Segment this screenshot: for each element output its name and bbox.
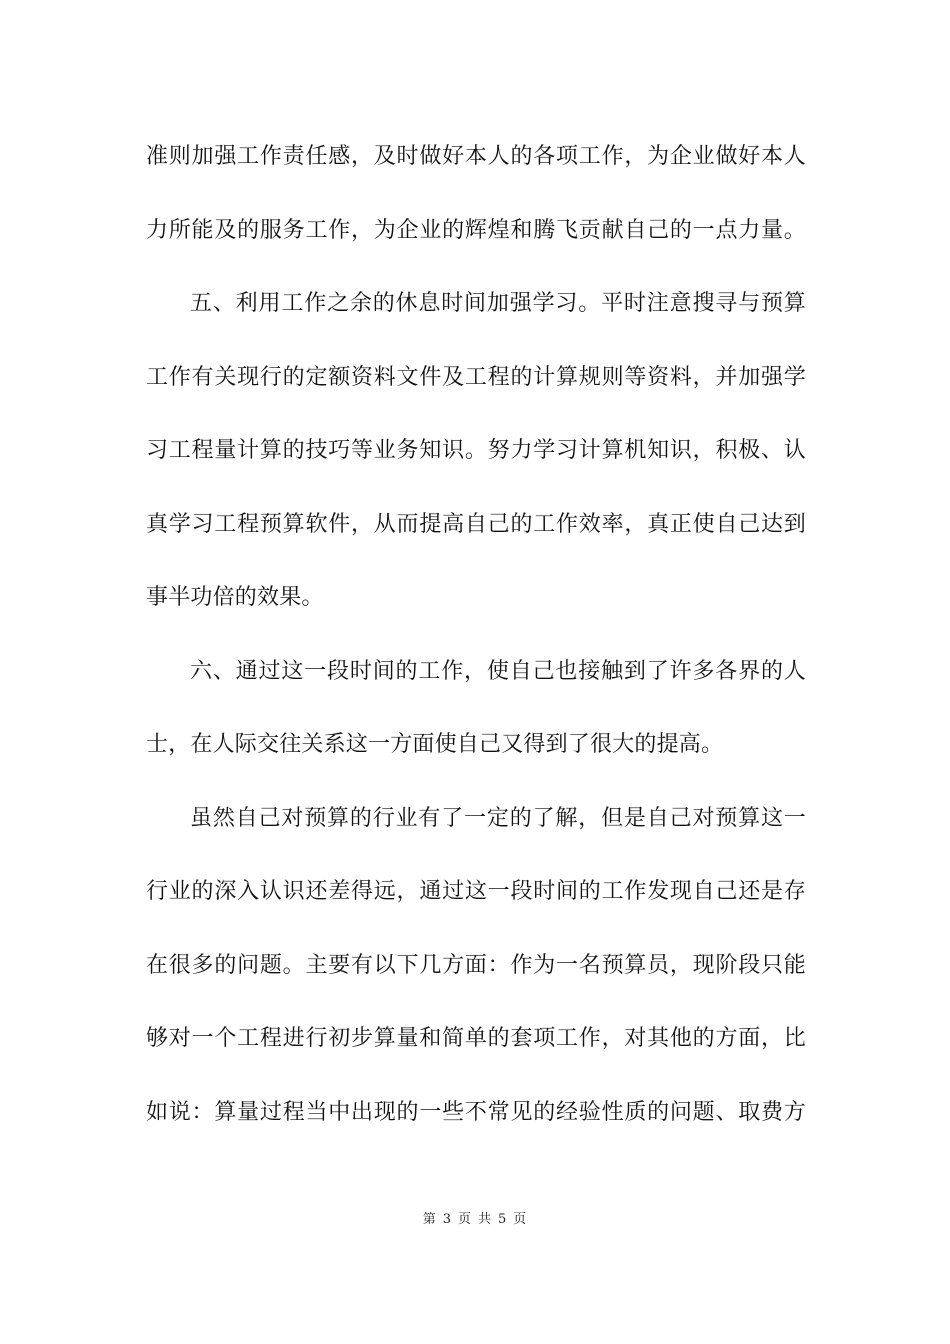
text-line-13: 够对一个工程进行初步算量和简单的套项工作，对其他的方面，比 [146, 1026, 806, 1051]
text-line-2: 力所能及的服务工作，为企业的辉煌和腾飞贡献自己的一点力量。 [146, 217, 806, 243]
text-line-4: 工作有关现行的定额资料文件及工程的计算规则等资料，并加强学 [146, 364, 806, 390]
text-line-8: 六、通过这一段时间的工作，使自己也接触到了许多各界的人 [190, 658, 806, 684]
text-line-10: 虽然自己对预算的行业有了一定的了解，但是自己对预算这一 [190, 805, 806, 831]
text-line-9: 士，在人际交往关系这一方面使自己又得到了很大的提高。 [146, 732, 724, 757]
text-line-1: 准则加强工作责任感，及时做好本人的各项工作，为企业做好本人 [146, 144, 806, 169]
text-line-14: 如说：算量过程当中出现的一些不常见的经验性质的问题、取费方 [146, 1099, 806, 1125]
footer-current-page: 3 [442, 1212, 452, 1227]
footer-total-pages: 5 [498, 1212, 508, 1227]
text-line-5: 习工程量计算的技巧等业务知识。努力学习计算机知识，积极、认 [146, 438, 806, 463]
text-line-7: 事半功倍的效果。 [146, 585, 324, 610]
footer-prefix: 第 [422, 1212, 437, 1227]
text-line-3: 五、利用工作之余的休息时间加强学习。平时注意搜寻与预算 [190, 291, 806, 316]
page-footer [0, 1208, 950, 1227]
footer-suffix: 页 [513, 1212, 528, 1227]
text-line-6: 真学习工程预算软件，从而提高自己的工作效率，真正使自己达到 [146, 511, 806, 537]
text-line-12: 在很多的问题。主要有以下几方面：作为一名预算员，现阶段只能 [146, 952, 806, 978]
text-line-11: 行业的深入认识还差得远，通过这一段时间的工作发现自己还是存 [146, 879, 806, 904]
footer-page-word: 页 [457, 1212, 472, 1227]
body-text [146, 132, 806, 1161]
footer-total-prefix: 共 [478, 1212, 493, 1227]
